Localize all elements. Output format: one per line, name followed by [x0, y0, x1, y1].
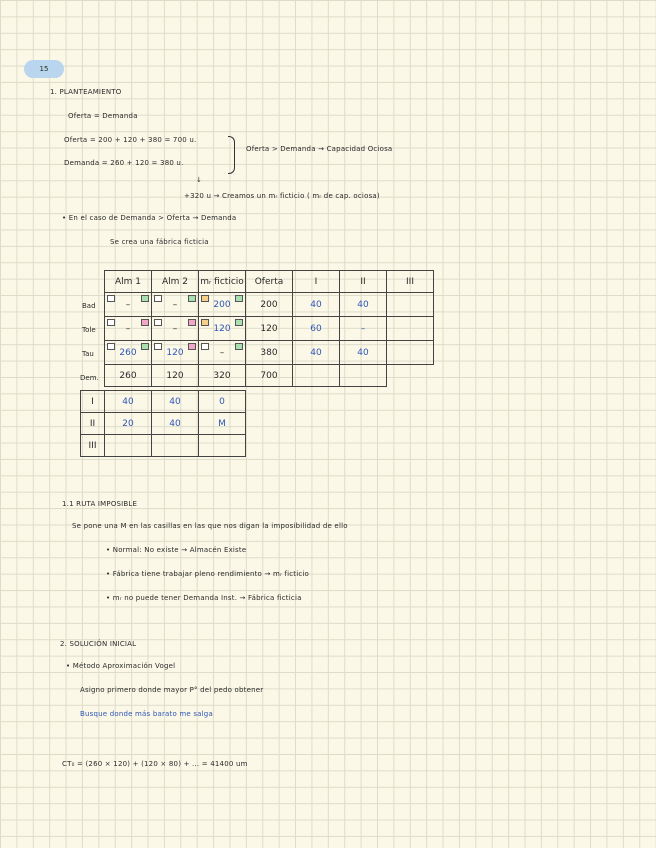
cell — [387, 365, 434, 387]
penalty-table — [80, 390, 246, 457]
cell: 120 — [246, 317, 293, 341]
cell: 40 — [340, 341, 387, 365]
cell: 40 — [293, 293, 340, 317]
cell: 120 — [152, 365, 199, 387]
cost-tag — [141, 343, 149, 350]
cell — [199, 435, 246, 457]
cell — [340, 365, 387, 387]
sec1-line-2: Oferta = 200 + 120 + 380 = 700 u. — [64, 136, 197, 144]
table-row — [105, 317, 434, 341]
cost-tag — [201, 295, 209, 302]
cell: 40 — [105, 391, 152, 413]
sec11-line-1: Se pone una M en las casillas en las que nos digan la imposibilidad de ello — [72, 522, 348, 530]
sec1-line-8: Se crea una fábrica ficticia — [110, 238, 209, 246]
cost-tag — [235, 295, 243, 302]
header-iii: III — [387, 271, 434, 293]
header-m-ficticio: mᵣ ficticio — [199, 271, 246, 293]
cost-tag — [235, 319, 243, 326]
cost-tag — [188, 343, 196, 350]
cell: 40 — [293, 341, 340, 365]
section-2-title: 2. SOLUCIÓN INICIAL — [60, 640, 137, 648]
cell — [387, 341, 434, 365]
sec11-bullet-2: • Fábrica tiene trabajar pleno rendimiento → mᵣ ficticio — [106, 570, 310, 578]
cost-tag — [107, 295, 115, 302]
cell: 0 — [199, 391, 246, 413]
cell: M — [199, 413, 246, 435]
cell: – — [199, 341, 246, 365]
brace — [228, 136, 235, 174]
row-label: III — [81, 435, 105, 457]
sec1-line-4: Oferta > Demanda → Capacidad Ociosa — [246, 145, 393, 153]
cell: 40 — [152, 413, 199, 435]
cost-tag — [188, 295, 196, 302]
sec2-line-3: Busque donde más barato me salga — [80, 710, 213, 718]
table-row — [105, 341, 434, 365]
cost-tag — [154, 295, 162, 302]
header-alm-2: Alm 2 — [152, 271, 199, 293]
sec2-line-2: Asigno primero donde mayor P° del pedo obtener — [80, 686, 264, 694]
table-row — [105, 365, 434, 387]
cell: – — [152, 317, 199, 341]
table-row — [81, 435, 246, 457]
cell: 200 — [246, 293, 293, 317]
cell: 120 — [152, 341, 199, 365]
section-1-title: 1. PLANTEAMIENTO — [50, 88, 122, 96]
header-oferta: Oferta — [246, 271, 293, 293]
header-alm-1: Alm 1 — [105, 271, 152, 293]
sec1-line-7: • En el caso de Demanda > Oferta → Demanda — [62, 214, 237, 222]
cell: 260 — [105, 341, 152, 365]
cell: – — [340, 317, 387, 341]
cost-tag — [154, 343, 162, 350]
cell — [105, 435, 152, 457]
cost-tag — [235, 343, 243, 350]
cell: – — [105, 317, 152, 341]
cell: 20 — [105, 413, 152, 435]
table-row — [81, 413, 246, 435]
cost-tag — [201, 319, 209, 326]
cell: 700 — [246, 365, 293, 387]
sec11-bullet-3: • mᵣ no puede tener Demanda Inst. → Fábrica ficticia — [106, 594, 302, 602]
cell: 200 — [199, 293, 246, 317]
row-label-tole: Tole — [82, 326, 96, 334]
cost-tag — [201, 343, 209, 350]
cell — [293, 365, 340, 387]
cost-tag — [154, 319, 162, 326]
cell: – — [105, 293, 152, 317]
header-ii: II — [340, 271, 387, 293]
cost-tag — [141, 319, 149, 326]
section-1-1-title: 1.1 RUTA IMPOSIBLE — [62, 500, 138, 508]
table-row — [81, 391, 246, 413]
sec1-line-3: Demanda = 260 + 120 = 380 u. — [64, 159, 184, 167]
cell: – — [152, 293, 199, 317]
sec1-line-1: Oferta = Demanda — [68, 112, 138, 120]
row-label: I — [81, 391, 105, 413]
table-row — [105, 293, 434, 317]
cell: 40 — [152, 391, 199, 413]
row-label-bad: Bad — [82, 302, 96, 310]
cell: 40 — [340, 293, 387, 317]
cell — [387, 293, 434, 317]
cost-tag — [141, 295, 149, 302]
row-label-tau: Tau — [82, 350, 94, 358]
cell: 60 — [293, 317, 340, 341]
sec2-line-1: • Método Aproximación Vogel — [66, 662, 176, 670]
page-number: 15 — [39, 65, 49, 73]
sec2-line-4: CT₀ = (260 × 120) + (120 × 80) + ... = 41400 um — [62, 760, 248, 768]
sec11-bullet-1: • Normal: No existe → Almacén Existe — [106, 546, 247, 554]
sec1-line-6: +320 u → Creamos un mᵣ ficticio ( mᵣ de cap. ociosa) — [184, 192, 380, 200]
cell: 260 — [105, 365, 152, 387]
cell: 380 — [246, 341, 293, 365]
cost-tag — [107, 343, 115, 350]
cost-tag — [107, 319, 115, 326]
page-number-tab — [24, 60, 64, 78]
cell — [387, 317, 434, 341]
cell: 120 — [199, 317, 246, 341]
cell — [152, 435, 199, 457]
header-i: I — [293, 271, 340, 293]
transport-table — [104, 270, 434, 387]
down-arrow: ↓ — [196, 176, 203, 184]
row-label-dem: Dem. — [80, 374, 99, 382]
cell: 320 — [199, 365, 246, 387]
row-label: II — [81, 413, 105, 435]
cost-tag — [188, 319, 196, 326]
